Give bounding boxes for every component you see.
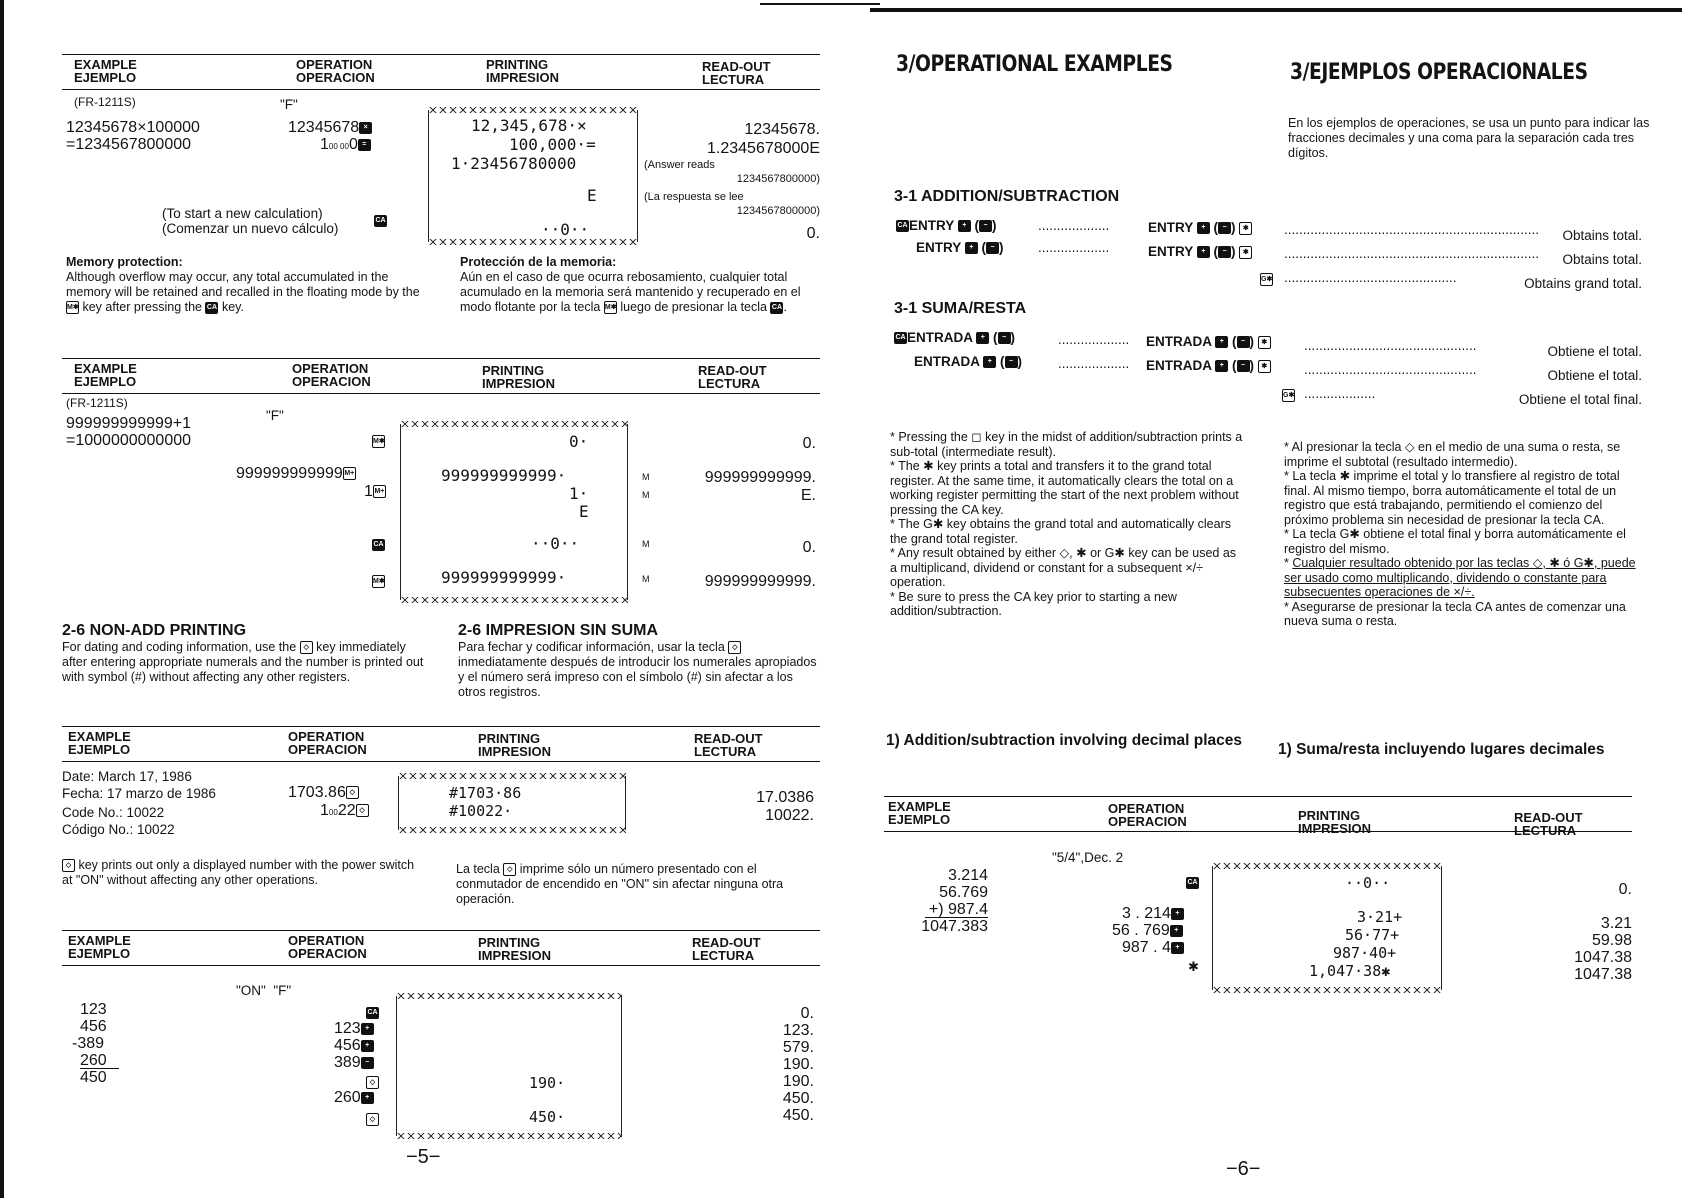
tape-line: 100,000·= [509,135,596,154]
bullet-item: * Asegurarse de presionar la tecla CA antes de comenzar una nueva suma o resta. [1284,599,1626,628]
answer-note: 1234567800000) [736,205,820,217]
plus-key-icon: + [1215,336,1228,348]
section-title: 3-1 ADDITION/SUBTRACTION [894,188,1120,205]
example-line: 12345678×100000 [66,119,200,136]
plus-key-icon: + [361,1092,374,1104]
section-title: 2-6 IMPRESION SIN SUMA [458,622,659,639]
bullet-item: * The G✱ key obtains the grand total and automatically clears the grand total register. [890,517,1231,546]
clear-key-icon: CA [896,220,909,232]
tape-line: ··0·· [1345,874,1391,892]
readout-value: 999999999999. [704,469,816,486]
memory-key-icon: M✱ [372,572,385,588]
memory-plus-key-icon: M+ [343,467,356,480]
tape-line: #1703·86 [449,784,522,802]
non-add-note-en: ◇ key prints out only a displayed number with the power switch at "ON" without affecting any other operations. [62,858,415,887]
section-title: 2-6 NON-ADD PRINTING [62,622,247,639]
readout-value: 59.98 [1591,932,1632,949]
equals-key-icon: = [358,139,371,151]
entrada-line-1b: ENTRADA + ( − ) ✱ [1146,334,1271,349]
readout-value: 0. [800,1005,814,1022]
table-header-5 [884,796,1632,838]
dot-leader: ................... [1058,332,1130,347]
header-example: EXAMPLE EJEMPLO [888,799,951,827]
header-readout: READ-OUT LECTURA [702,59,771,87]
header-example: EXAMPLE EJEMPLO [68,933,131,961]
header-operation: OPERATION OPERACION [292,361,371,389]
example-line: 123 [80,1001,107,1018]
header-operation: OPERATION OPERACION [288,933,367,961]
plus-key-icon: + [1197,246,1210,258]
non-add-key-icon: ◇ [300,641,313,654]
times-key-icon: × [359,122,372,134]
example-line: +) 987.4 [925,902,988,918]
printed-tape [400,424,628,600]
dot-leader: ................... [1038,240,1110,255]
readout-value: 123. [782,1022,814,1039]
header-operation: OPERATION OPERACION [288,729,367,757]
code-line: Code No.: 10022 [62,805,165,820]
page-number: −6− [1226,1158,1261,1180]
tape-line: #10022· [449,802,513,820]
memory-indicator: M [642,472,650,482]
operation-line: 1703.86 ◇ [288,785,359,800]
tape-line: 190· [529,1074,566,1092]
plus-key-icon: + [361,1040,374,1052]
plus-key-icon: + [1215,360,1228,372]
grand-total-key-icon: G✱ [1260,270,1273,286]
header-printing: PRINTING IMPRESION [1298,808,1371,836]
example-line: -389 [72,1035,105,1052]
memory-recall-key-icon: M✱ [66,301,79,314]
example-line: 999999999999+1 [66,415,192,432]
memory-indicator: M [642,490,650,500]
tape-line: 1·23456780000 [451,154,577,173]
page-number: −5− [406,1146,441,1168]
answer-note: 1234567800000) [736,173,820,185]
result-text: Obtiene el total. [1547,368,1642,383]
minus-key-icon: − [1005,356,1018,368]
clear-key-icon: CA [770,302,783,314]
printed-tape [1212,866,1442,990]
binder-edge [0,0,4,1198]
bullet-item: * La tecla ✱ imprime el total y lo transfiere al registro de total final. Al mismo tiempo, borra automáticamente el total de un registro que está trabajando, permitiendo el comienzo del próximo problema sin necesidad de presionar la tecla CA. [1284,469,1620,527]
readout-value: 0. [802,539,816,556]
notes-en [890,430,1246,619]
header-printing: PRINTING IMPRESION [478,731,551,759]
operation-line: 389 − [334,1055,374,1070]
readout-value: 17.0386 [756,789,814,806]
minus-key-icon: − [1218,246,1231,258]
plus-key-icon: + [1170,925,1183,937]
printed-tape [398,776,626,830]
readout-value: 999999999999. [704,573,816,590]
total-key-icon: ✱ [1188,959,1199,974]
header-printing: PRINTING IMPRESION [478,935,551,963]
header-example: EXAMPLE EJEMPLO [74,57,137,85]
date-line: Date: March 17, 1986 [62,769,192,784]
readout-value: 0. [802,435,816,452]
memory-recall-key-icon: M✱ [604,301,617,314]
readout-value: 190. [782,1073,814,1090]
memory-key-icon: M✱ [372,432,385,448]
minus-key-icon: − [1237,360,1250,372]
plus-key-icon: + [1171,908,1184,920]
start-note: (To start a new calculation) [162,206,323,221]
minus-key-icon: − [1218,222,1231,234]
readout-value: 450. [782,1107,814,1124]
operation-line: 3 . 214 + [1122,906,1184,921]
entrada-line-2: ENTRADA + ( − ) [914,354,1023,369]
bullet-item: * La tecla G✱ obtiene el total final y borra automáticamente el registro del mismo. [1284,527,1626,556]
non-add-note-es: La tecla ◇ imprime sólo un número presentado con el conmutador de encendido en "ON" sin afectar ninguna otra operación. [456,862,784,906]
memory-protection-en: Memory protection: Although overflow may occur, any total accumulated in the memory will be retained and recalled in the floating mode by the M✱ key after pressing the CA key. [66,255,420,314]
notes-es [1284,440,1640,629]
dot-leader: ................... [1058,356,1130,371]
model-label: (FR-1211S) [66,396,128,410]
non-add-printing-en: 2-6 NON-ADD PRINTING For dating and coding information, use the ◇ key immediately after entering appropriate numerals and the number is printed out with symbol (#) without affecting any other registers. [62,622,426,685]
total-key-icon: ✱ [1258,360,1271,373]
table-header-4 [62,930,820,966]
memory-title: Memory protection: [66,255,183,269]
readout-value: 579. [782,1039,814,1056]
bullet-item: * Cualquier resultado obtenido por las teclas ◇, ✱ ó G✱, puede ser usado como multiplicando, dividendo o constante para subsecuentes operaciones de ×/÷. [1284,556,1636,599]
bullet-item: * Pressing the ◻ key in the midst of addition/subtraction prints a sub-total (intermediate result). [890,430,1243,459]
tape-line: ··0·· [531,534,580,553]
header-readout: READ-OUT LECTURA [694,731,763,759]
mode-label: "5/4",Dec. 2 [1052,850,1124,865]
top-rule-right [870,8,1682,12]
plus-key-icon: + [361,1023,374,1035]
total-key-icon: ✱ [1239,222,1252,235]
readout-value: 190. [782,1056,814,1073]
result-text: Obtiene el total final. [1518,392,1642,407]
operation-line: 100 000 = [320,137,371,154]
operation-line: 987 . 4 + [1122,940,1184,955]
result-text: Obtains total. [1562,228,1642,243]
minus-key-icon: − [1237,336,1250,348]
example-line: 56.769 [939,884,988,901]
readout-value: 1047.38 [1574,949,1632,966]
header-operation: OPERATION OPERACION [1108,801,1187,829]
mode-label: "F" [280,97,298,112]
result-text: Obtiene el total. [1547,344,1642,359]
readout-value: 0. [806,225,820,242]
tape-line: 450· [529,1108,566,1126]
chapter-title-es: 3/EJEMPLOS OPERACIONALES [1290,60,1588,85]
non-add-key-icon: ◇ [728,641,741,654]
answer-note: (Answer reads [644,159,715,171]
example-title-en: 1) Addition/subtraction involving decimal places [886,732,1242,749]
example-line: 260 [80,1053,119,1069]
start-note: (Comenzar un nuevo cálculo) [162,221,339,236]
top-rule-left [760,3,880,5]
tape-line: 0· [569,432,589,451]
tape-line: E [579,502,589,521]
operation-line: 12345678 × [288,120,372,135]
header-readout: READ-OUT LECTURA [698,363,767,391]
tape-line: 999999999999· [441,568,567,587]
header-printing: PRINTING IMPRESION [486,57,559,85]
header-operation: OPERATION OPERACION [296,57,375,85]
tape-line: ··0·· [541,220,590,239]
dot-leader: ................... [1304,386,1376,401]
operation-line: 56 . 769 + [1112,923,1183,938]
example-line: =1234567800000 [66,136,192,153]
plus-key-icon: + [965,242,978,254]
total-key-icon: ✱ [1258,336,1271,349]
entry-line-2b: ENTRY + ( − ) ✱ [1148,244,1252,259]
tape-line: 1,047·38✱ [1309,962,1391,980]
code-line: Código No.: 10022 [62,822,175,837]
operation-line: 123 + [334,1021,374,1036]
intro-text: En los ejemplos de operaciones, se usa un punto para indicar las fracciones decimales y una coma para la separación cada tres dígitos. [1288,116,1650,160]
minus-key-icon: − [361,1057,374,1069]
example-line: 1047.383 [921,918,988,935]
non-add-key-icon: ◇ [366,1110,379,1126]
example-line: 450 [80,1069,107,1086]
result-text: Obtains grand total. [1524,276,1642,291]
example-line: =1000000000000 [66,432,192,449]
tape-line: 56·77+ [1345,926,1400,944]
dot-leader: .................................................................... [1284,246,1540,261]
readout-value: 1047.38 [1574,966,1632,983]
tape-line: 1· [569,484,589,503]
mode-label: "F" [266,408,284,423]
operation-line: 1 M+ [364,483,385,500]
bullet-item: * The ✱ key prints a total and transfers it to the grand total register. At the same time, it automatically clears the total on a working register permitting the start of the next problem without pressing the CA key. [890,459,1239,517]
header-readout: READ-OUT LECTURA [692,935,761,963]
readout-value: E. [800,487,816,504]
header-readout: READ-OUT LECTURA [1514,810,1583,838]
section-title: 3-1 SUMA/RESTA [894,300,1027,317]
mode-label: "ON" "F" [236,983,292,998]
header-example: EXAMPLE EJEMPLO [74,361,137,389]
bullet-item: * Any result obtained by either ◇, ✱ or G✱ key can be used as a multiplicand, dividend or constant for a subsequent ×/÷ operation. [890,546,1237,589]
operation-line: 999999999999 M+ [236,465,355,482]
entry-line-1b: ENTRY + ( − ) ✱ [1148,220,1252,235]
non-add-key-icon: ◇ [356,804,369,817]
example-line: 456 [80,1018,107,1035]
operation-line: 10022 ◇ [320,803,369,820]
entry-line-1: CAENTRY + ( − ) [897,218,997,233]
minus-key-icon: − [986,242,999,254]
plus-key-icon: + [958,220,971,232]
bullet-item: * Be sure to press the CA key prior to starting a new addition/subtraction. [890,589,1177,618]
plus-key-icon: + [983,356,996,368]
example-title-es: 1) Suma/resta incluyendo lugares decimales [1278,741,1605,758]
model-label: (FR-1211S) [74,95,136,109]
bullet-item: * Al presionar la tecla ◇ en el medio de una suma o resta, se imprime el subtotal (resultado intermedio). [1284,440,1621,469]
clear-key-icon: CA [374,212,387,228]
tape-line: 999999999999· [441,466,567,485]
readout-value: 450. [782,1090,814,1107]
memory-indicator: M [642,539,650,549]
date-line: Fecha: 17 marzo de 1986 [62,786,216,801]
example-line: 3.214 [947,867,988,884]
tape-line: 3·21+ [1357,908,1403,926]
non-add-key-icon: ◇ [366,1073,379,1089]
tape-line: E [587,186,597,205]
clear-key-icon: CA [1186,874,1199,890]
dot-leader: .............................................. [1304,362,1477,377]
plus-key-icon: + [1197,222,1210,234]
non-add-printing-es: 2-6 IMPRESION SIN SUMA Para fechar y codificar información, usar la tecla ◇ inmediatamente después de introducir los numerales apropiados y el número será impreso con el símbolo (#) sin afectar a los otros registros. [458,622,822,700]
readout-value: 1.2345678000E [707,140,820,157]
dot-leader: .................................................................... [1284,222,1540,237]
non-add-key-icon: ◇ [62,859,75,872]
result-text: Obtains total. [1562,252,1642,267]
minus-key-icon: − [979,220,992,232]
memory-indicator: M [642,574,650,584]
readout-value: 0. [1618,881,1632,898]
plus-key-icon: + [976,332,989,344]
dot-leader: .............................................. [1304,338,1477,353]
clear-key-icon: CA [366,1004,379,1020]
readout-value: 12345678. [744,121,820,138]
header-printing: PRINTING IMPRESION [482,363,555,391]
readout-value: 3.21 [1600,915,1632,932]
operation-line: 260 + [334,1090,374,1105]
minus-key-icon: − [998,332,1011,344]
tape-line: 12,345,678·× [471,116,587,135]
table-header-1 [62,54,820,90]
grand-total-key-icon: G✱ [1282,386,1295,402]
non-add-key-icon: ◇ [346,786,359,799]
header-example: EXAMPLE EJEMPLO [68,729,131,757]
readout-value: 10022. [765,807,814,824]
printed-tape [428,110,638,242]
memory-protection-es: Protección de la memoria: Aún en el caso de que ocurra rebosamiento, cualquier total acumulado en la memoria será mantenido y recuperado en el modo flotante por la tecla M✱ luego de presionar la tecla CA. [460,255,801,314]
memory-title: Protección de la memoria: [460,255,617,269]
printed-tape [396,996,622,1136]
entrada-line-1: CAENTRADA + ( − ) [895,330,1016,345]
clear-key-icon: CA [894,332,907,344]
total-key-icon: ✱ [1239,246,1252,259]
plus-key-icon: + [1171,942,1184,954]
table-header-2 [62,358,820,394]
entrada-line-2b: ENTRADA + ( − ) ✱ [1146,358,1271,373]
table-header-3 [62,726,820,762]
dot-leader: .............................................. [1284,270,1457,285]
tape-line: 987·40+ [1333,944,1397,962]
operation-line: 456 + [334,1038,374,1053]
answer-note: (La respuesta se lee [644,191,744,203]
entry-line-2: ENTRY + ( − ) [916,240,1004,255]
chapter-title-en: 3/OPERATIONAL EXAMPLES [896,52,1173,77]
non-add-key-icon: ◇ [503,863,516,876]
dot-leader: ................... [1038,218,1110,233]
clear-key-icon: CA [205,302,218,314]
memory-plus-key-icon: M+ [373,485,386,498]
clear-key-icon: CA [372,536,385,552]
